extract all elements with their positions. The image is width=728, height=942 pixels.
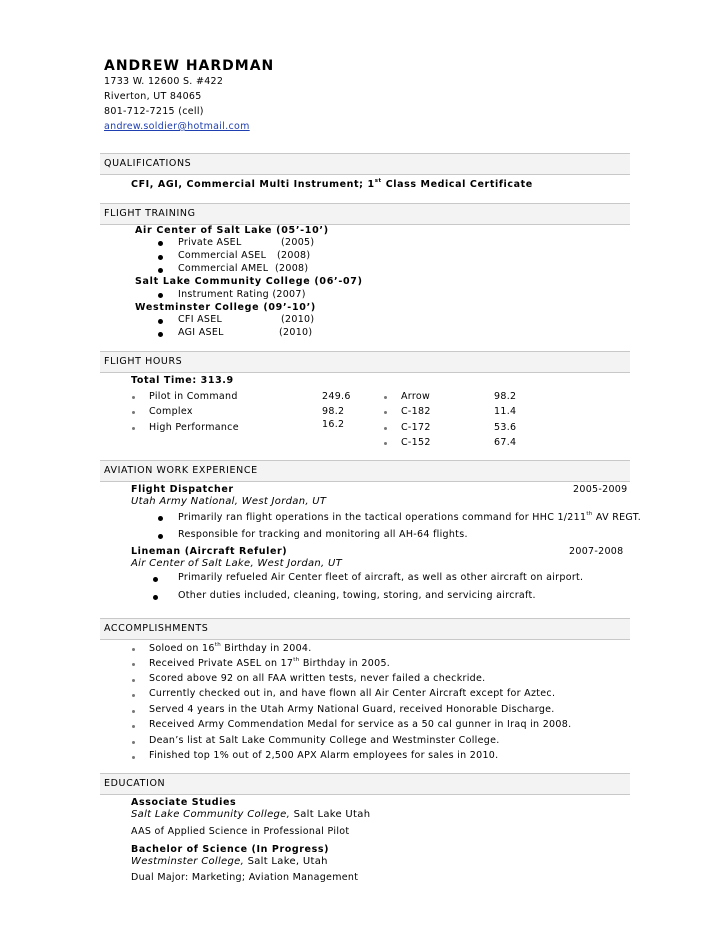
qualifications-text: CFI, AGI, Commercial Multi Instrument; 1st Class Medical Certificate [131, 178, 533, 190]
education-section-header [100, 773, 630, 795]
hours-value: 98.2 [322, 406, 345, 417]
section-title: EDUCATION [104, 778, 166, 789]
accomplishment-item: Finished top 1% out of 2,500 APX Alarm employees for sales in 2010. [149, 750, 499, 761]
cert-name: AGI ASEL [178, 327, 224, 338]
accomplishment-item: Scored above 92 on all FAA written tests, never failed a checkride. [149, 673, 486, 684]
accomplishment-item: Soloed on 16th Birthday in 2004. [149, 642, 312, 654]
job-bullet: Primarily refueled Air Center fleet of aircraft, as well as other aircraft on airport. [178, 572, 584, 583]
section-title: AVIATION WORK EXPERIENCE [104, 465, 258, 476]
bullet-icon [384, 411, 387, 414]
degree-detail: Dual Major: Marketing; Aviation Management [131, 872, 359, 883]
cert-name: Commercial AMEL [178, 263, 269, 274]
hours-value: 249.6 [322, 391, 351, 402]
job-title: Flight Dispatcher [131, 484, 234, 495]
accomplishment-item: Received Army Commendation Medal for service as a 50 cal gunner in Iraq in 2008. [149, 719, 572, 730]
bullet-icon [132, 679, 135, 682]
hours-label: High Performance [149, 422, 239, 433]
job-org: Utah Army National, West Jordan, UT [131, 496, 327, 507]
cert-name: Private ASEL [178, 237, 242, 248]
degree-school: Salt Lake Community College, Salt Lake Utah [131, 809, 371, 820]
bullet-icon [384, 396, 387, 399]
bullet-icon [158, 255, 163, 260]
bullet-icon [132, 710, 135, 713]
cert-year: (2008) [277, 250, 311, 261]
bullet-icon [158, 241, 163, 246]
hours-label: Pilot in Command [149, 391, 238, 402]
bullet-icon [158, 516, 163, 521]
hours-value: 53.6 [494, 422, 517, 433]
phone-number: 801-712-7215 (cell) [104, 106, 204, 117]
school-name: Air Center of Salt Lake (05’-10’) [135, 225, 329, 236]
job-bullet: Responsible for tracking and monitoring all AH-64 flights. [178, 529, 468, 540]
hours-value: 11.4 [494, 406, 517, 417]
total-time: Total Time: 313.9 [131, 375, 234, 386]
flight-hours-section-header [100, 351, 630, 373]
job-org: Air Center of Salt Lake, West Jordan, UT [131, 558, 343, 569]
bullet-icon [132, 396, 135, 399]
hours-value: 16.2 [322, 419, 345, 430]
bullet-icon [132, 694, 135, 697]
accomplishment-item: Dean’s list at Salt Lake Community College and Westminster College. [149, 735, 500, 746]
hours-label: Complex [149, 406, 193, 417]
bullet-icon [158, 268, 163, 273]
bullet-icon [132, 663, 135, 666]
bullet-icon [132, 648, 135, 651]
hours-label: C-152 [401, 437, 431, 448]
job-dates: 2007-2008 [569, 546, 624, 557]
school-name: Westminster College (09’-10’) [135, 302, 316, 313]
hours-value: 98.2 [494, 391, 517, 402]
cert-name: Instrument Rating (2007) [178, 289, 306, 300]
accomplishment-item: Currently checked out in, and have flown all Air Center Aircraft except for Aztec. [149, 688, 556, 699]
job-dates: 2005-2009 [573, 484, 628, 495]
bullet-icon [132, 741, 135, 744]
bullet-icon [384, 442, 387, 445]
bullet-icon [384, 427, 387, 430]
cert-year: (2010) [281, 314, 315, 325]
bullet-icon [158, 293, 163, 298]
bullet-icon [132, 427, 135, 430]
bullet-icon [158, 332, 163, 337]
accomplishment-item: Received Private ASEL on 17th Birthday in 2005. [149, 657, 391, 669]
hours-label: C-182 [401, 406, 431, 417]
bullet-icon [153, 595, 158, 600]
school-name: Salt Lake Community College (06’-07) [135, 276, 363, 287]
bullet-icon [132, 725, 135, 728]
flight-training-section-header [100, 203, 630, 225]
degree-school: Westminster College, Salt Lake, Utah [131, 856, 328, 867]
hours-value: 67.4 [494, 437, 517, 448]
bullet-icon [153, 577, 158, 582]
degree-title: Bachelor of Science (In Progress) [131, 844, 330, 855]
hours-label: C-172 [401, 422, 431, 433]
address-line-2: Riverton, UT 84065 [104, 91, 202, 102]
applicant-name: ANDREW HARDMAN [104, 58, 275, 74]
bullet-icon [132, 411, 135, 414]
cert-year: (2010) [279, 327, 313, 338]
hours-label: Arrow [401, 391, 431, 402]
job-bullet: Primarily ran flight operations in the tactical operations command for HHC 1/211th AV REGT. [178, 511, 642, 523]
section-title: FLIGHT TRAINING [104, 208, 196, 219]
email-link[interactable]: andrew.soldier@hotmail.com [104, 121, 250, 132]
qualifications-section-header [100, 153, 630, 175]
job-bullet: Other duties included, cleaning, towing, storing, and servicing aircraft. [178, 590, 536, 601]
cert-year: (2005) [281, 237, 315, 248]
cert-name: CFI ASEL [178, 314, 223, 325]
work-experience-section-header [100, 460, 630, 482]
cert-year: (2008) [275, 263, 309, 274]
job-title: Lineman (Aircraft Refuler) [131, 546, 288, 557]
section-title: FLIGHT HOURS [104, 356, 183, 367]
bullet-icon [158, 534, 163, 539]
section-title: QUALIFICATIONS [104, 158, 192, 169]
accomplishments-section-header [100, 618, 630, 640]
section-title: ACCOMPLISHMENTS [104, 623, 209, 634]
cert-name: Commercial ASEL [178, 250, 267, 261]
address-line-1: 1733 W. 12600 S. #422 [104, 76, 224, 87]
degree-detail: AAS of Applied Science in Professional Pilot [131, 826, 350, 837]
degree-title: Associate Studies [131, 797, 237, 808]
accomplishment-item: Served 4 years in the Utah Army National Guard, received Honorable Discharge. [149, 704, 555, 715]
bullet-icon [132, 756, 135, 759]
bullet-icon [158, 319, 163, 324]
